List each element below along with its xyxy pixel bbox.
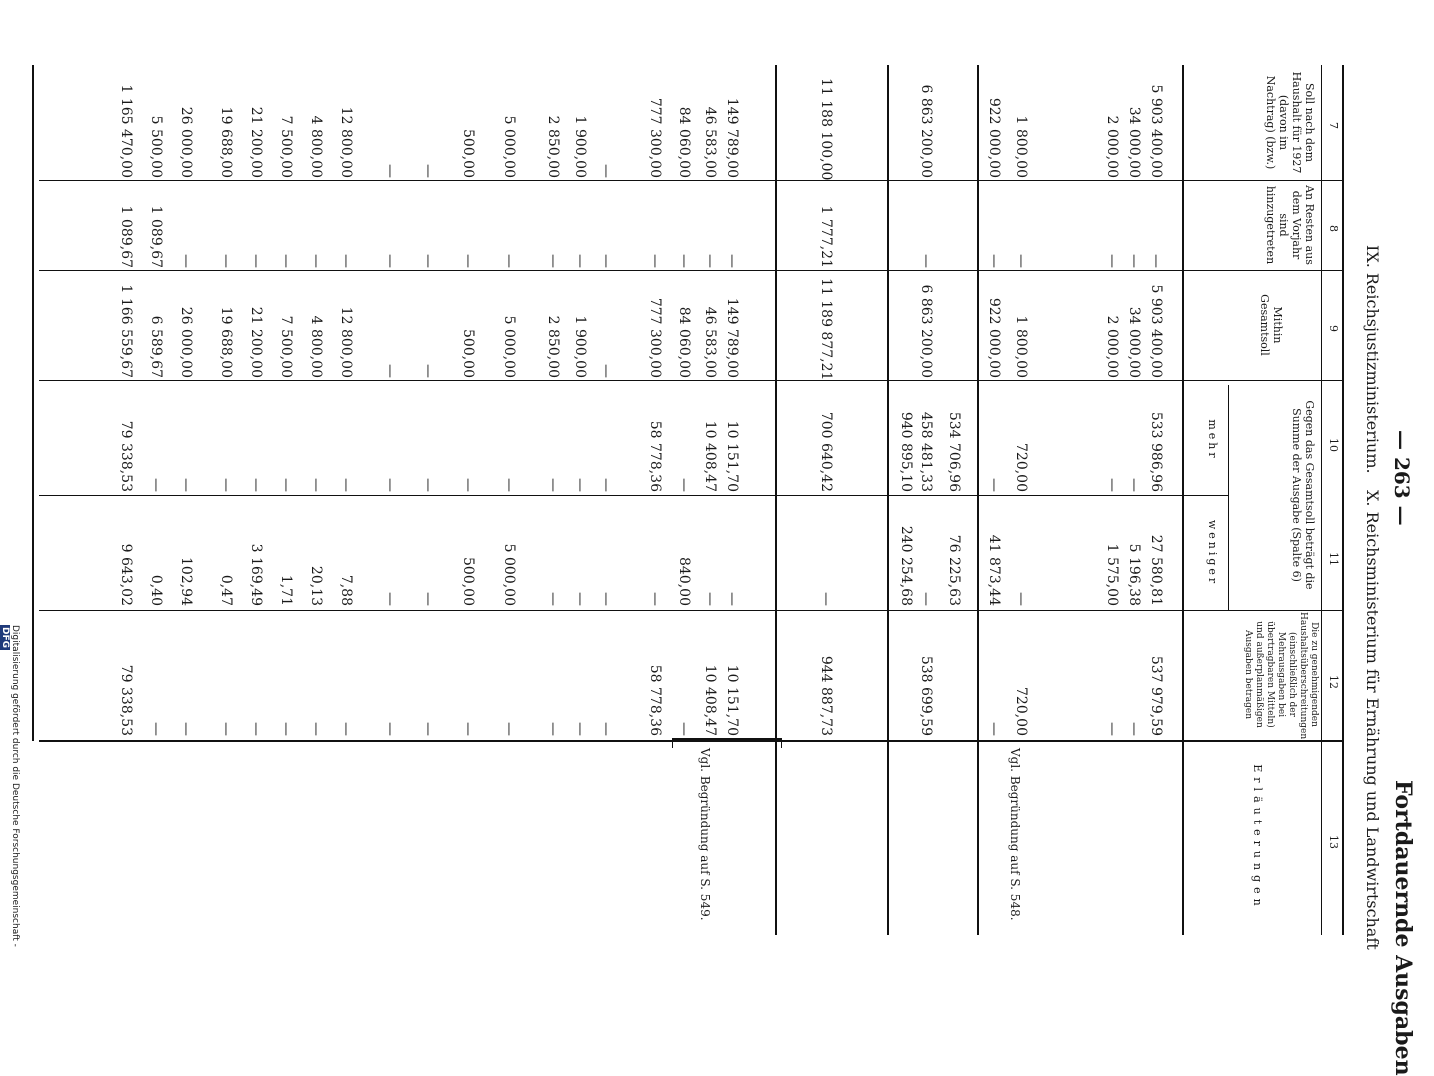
table-cell: — — [918, 592, 934, 606]
footer-text: Digitalisierung gefördert durch die Deutsche Forschungsgemeinschaft - — [10, 625, 20, 947]
table-cell: — — [420, 164, 436, 178]
table-cell: — — [420, 478, 436, 492]
table-cell: — — [545, 592, 561, 606]
table-cell: — — [545, 722, 561, 736]
table-cell: 1,71 — [278, 574, 294, 606]
table-cell: 1 800,00 — [1013, 315, 1029, 378]
table-cell: — — [218, 254, 234, 268]
table-cell: — — [501, 722, 517, 736]
table-cell: — — [420, 254, 436, 268]
table-cell: — — [545, 478, 561, 492]
table-cell: — — [1126, 478, 1142, 492]
table-cell: 534 706,96 — [946, 411, 962, 492]
header-weniger: weniger — [1206, 519, 1219, 587]
table-cell: — — [1148, 254, 1164, 268]
table-cell: — — [338, 478, 354, 492]
table-cell: 20,13 — [308, 565, 324, 606]
table-cell: — — [676, 254, 692, 268]
table-cell: — — [598, 722, 614, 736]
table-cell: — — [572, 478, 588, 492]
table-cell: 84 060,00 — [676, 106, 692, 178]
table-cell: — — [248, 478, 264, 492]
table-cell: 19 688,00 — [218, 106, 234, 178]
table-cell: 34 000,00 — [1126, 306, 1142, 378]
table-cell: 1 900,00 — [572, 315, 588, 378]
table-cell: — — [248, 254, 264, 268]
table-cell: — — [572, 254, 588, 268]
table-cell: 6 589,67 — [148, 315, 164, 378]
table-cell: 76 225,63 — [946, 534, 962, 606]
ministry-heading-right: X. Reichsministerium für Ernährung und Landwirtschaft — [1363, 490, 1382, 950]
section-title: Fortdauernde Ausgaben — [1390, 780, 1416, 1076]
table-cell: 26 000,00 — [178, 306, 194, 378]
table-cell: — — [178, 254, 194, 268]
table-cell: — — [702, 254, 718, 268]
column-number: 9 — [1327, 325, 1340, 332]
table-cell: — — [818, 592, 834, 606]
table-cell: — — [382, 722, 398, 736]
table-cell: — — [598, 164, 614, 178]
table-cell: 58 778,36 — [647, 664, 663, 736]
table-cell: — — [148, 722, 164, 736]
header-soll: Soll nach dem Haushalt für 1927 (davon im Nachtrag) (bzw.) — [1264, 71, 1316, 174]
table-cell: — — [918, 254, 934, 268]
table-cell: — — [598, 592, 614, 606]
table-cell: — — [338, 722, 354, 736]
table-cell: — — [382, 164, 398, 178]
column-number: 10 — [1327, 438, 1340, 452]
table-cell: 10 408,47 — [702, 420, 718, 492]
table-cell: — — [986, 254, 1002, 268]
table-cell: — — [278, 722, 294, 736]
table-cell: — — [308, 722, 324, 736]
table-cell: 3 169,49 — [248, 543, 264, 606]
column-number: 11 — [1327, 552, 1340, 566]
column-number: 12 — [1327, 675, 1340, 689]
table-cell: 79 338,53 — [118, 664, 134, 736]
table-cell: 4 800,00 — [308, 115, 324, 178]
table-cell: 5 196,38 — [1126, 543, 1142, 606]
header-mehr-weniger: Gegen das Gesamtsoll beträgt die Summe der Ausgabe (Spalte 6) — [1290, 400, 1316, 590]
table-cell: — — [572, 592, 588, 606]
table-cell: — — [1104, 254, 1120, 268]
table-cell: — — [724, 254, 740, 268]
table-cell: 84 060,00 — [676, 306, 692, 378]
table-cell: — — [460, 722, 476, 736]
table-cell: 777 300,00 — [647, 297, 663, 378]
digitization-footer — [0, 625, 20, 965]
table-cell: 1 777,21 — [818, 205, 834, 268]
table-cell: 840,00 — [676, 557, 692, 606]
table-cell: 58 778,36 — [647, 420, 663, 492]
table-cell: — — [986, 478, 1002, 492]
table-cell: — — [420, 722, 436, 736]
table-cell: 940 895,10 — [898, 411, 914, 492]
table-cell: — — [676, 722, 692, 736]
table-cell: 720,00 — [1013, 443, 1029, 492]
table-cell: — — [545, 254, 561, 268]
table-cell: 2 850,00 — [545, 315, 561, 378]
table-cell: 240 254,68 — [898, 525, 914, 606]
table-cell: — — [1013, 592, 1029, 606]
table-cell: — — [724, 592, 740, 606]
table-cell: 1 089,67 — [148, 205, 164, 268]
table-cell: 1 165 470,00 — [118, 84, 134, 178]
table-cell: — — [572, 722, 588, 736]
table-cell: 41 873,44 — [986, 534, 1002, 606]
table-cell: — — [1126, 254, 1142, 268]
page-number: — 263 — — [1390, 430, 1414, 526]
table-cell: 1 800,00 — [1013, 115, 1029, 178]
table-cell: 500,00 — [460, 129, 476, 178]
table-cell: — — [647, 592, 663, 606]
table-cell: — — [460, 254, 476, 268]
table-cell: 149 789,00 — [724, 97, 740, 178]
table-cell: — — [598, 254, 614, 268]
table-cell: 6 863 200,00 — [918, 284, 934, 378]
table-cell: 5 000,00 — [501, 543, 517, 606]
table-cell: 777 300,00 — [647, 97, 663, 178]
table-cell: — — [598, 478, 614, 492]
table-cell: 6 863 200,00 — [918, 84, 934, 178]
table-cell: 944 887,73 — [818, 655, 834, 736]
table-cell: — — [308, 254, 324, 268]
table-cell: — — [676, 478, 692, 492]
table-cell: 1 089,67 — [118, 205, 134, 268]
table-cell: — — [178, 478, 194, 492]
table-cell: — — [986, 722, 1002, 736]
table-cell: — — [248, 722, 264, 736]
table-cell: 5 500,00 — [148, 115, 164, 178]
explanation-note-2: Vgl. Begründung auf S. 549. — [698, 748, 712, 921]
table-cell: — — [382, 254, 398, 268]
table-cell: 922 000,00 — [986, 97, 1002, 178]
table-cell: 10 151,70 — [724, 664, 740, 736]
column-number: 8 — [1327, 225, 1340, 232]
table-cell: — — [501, 478, 517, 492]
table-cell: 11 188 100,00 — [818, 78, 834, 181]
table-cell: — — [598, 364, 614, 378]
table-cell: 5 903 400,00 — [1148, 84, 1164, 178]
table-cell: — — [218, 722, 234, 736]
column-number: 13 — [1327, 835, 1340, 849]
table-cell: 0,47 — [218, 574, 234, 606]
table-cell: 34 000,00 — [1126, 106, 1142, 178]
table-cell: — — [1126, 722, 1142, 736]
table-cell: 27 580,81 — [1148, 534, 1164, 606]
table-cell: — — [702, 592, 718, 606]
table-cell: 149 789,00 — [724, 297, 740, 378]
table-cell: — — [278, 254, 294, 268]
table-cell: — — [1104, 722, 1120, 736]
table-cell: 538 699,59 — [918, 655, 934, 736]
table-cell: — — [338, 254, 354, 268]
table-cell: — — [460, 478, 476, 492]
table-cell: — — [1104, 478, 1120, 492]
table-cell: 1 575,00 — [1104, 543, 1120, 606]
table-cell: 458 481,33 — [918, 411, 934, 492]
table-cell: — — [382, 592, 398, 606]
table-cell: 533 986,96 — [1148, 411, 1164, 492]
table-cell: 102,94 — [178, 557, 194, 606]
table-cell: — — [218, 478, 234, 492]
table-cell: 500,00 — [460, 329, 476, 378]
table-cell: 10 408,47 — [702, 664, 718, 736]
table-cell: 7 500,00 — [278, 315, 294, 378]
table-cell: 5 000,00 — [501, 115, 517, 178]
table-cell: 1 166 559,67 — [118, 284, 134, 378]
table-cell: 79 338,53 — [118, 420, 134, 492]
table-cell: — — [308, 478, 324, 492]
table-cell: 700 640,42 — [818, 411, 834, 492]
table-cell: 5 000,00 — [501, 315, 517, 378]
table-cell: 26 000,00 — [178, 106, 194, 178]
table-cell: 21 200,00 — [248, 306, 264, 378]
header-mehr: mehr — [1206, 419, 1219, 461]
table-cell: — — [420, 364, 436, 378]
ministry-heading-left: IX. Reichsjustizministerium. — [1363, 245, 1382, 474]
header-ueberschreitungen: Die zu genehmigenden Haushaltsüberschreitungen (einschließlich der Mehrausgaben bei übertragbaren Mitteln) und außerplanmäßigen Ausgaben betragen — [1243, 612, 1319, 740]
header-reste: An Resten aus dem Vorjahr sind hinzugetreten — [1264, 185, 1316, 265]
table-cell: — — [382, 478, 398, 492]
table-cell: 0,40 — [148, 574, 164, 606]
table-cell: 537 979,59 — [1148, 655, 1164, 736]
table-cell: — — [420, 592, 436, 606]
table-cell: 2 850,00 — [545, 115, 561, 178]
brace-note-2 — [672, 738, 782, 748]
table-cell: 21 200,00 — [248, 106, 264, 178]
table-cell: 46 583,00 — [702, 106, 718, 178]
table-cell: 12 800,00 — [338, 306, 354, 378]
table-cell: 500,00 — [460, 557, 476, 606]
table-cell: 19 688,00 — [218, 306, 234, 378]
table-cell: 2 000,00 — [1104, 315, 1120, 378]
table-cell: 11 189 877,21 — [818, 278, 834, 381]
table-cell: — — [647, 254, 663, 268]
table-cell: 5 903 400,00 — [1148, 284, 1164, 378]
table-cell: — — [382, 364, 398, 378]
table-cell: 922 000,00 — [986, 297, 1002, 378]
table-cell: 1 900,00 — [572, 115, 588, 178]
table-cell: — — [148, 478, 164, 492]
table-cell: 10 151,70 — [724, 420, 740, 492]
explanation-note-1: Vgl. Begründung auf S. 548. — [1008, 748, 1022, 921]
table-cell: 720,00 — [1013, 687, 1029, 736]
table-cell: — — [501, 254, 517, 268]
header-gesamtsoll: Mithin Gesamtsoll — [1258, 294, 1284, 356]
table-cell: 46 583,00 — [702, 306, 718, 378]
table-cell: 12 800,00 — [338, 106, 354, 178]
table-cell: 2 000,00 — [1104, 115, 1120, 178]
table-cell: — — [178, 722, 194, 736]
header-erlaeuterungen: Erläuterungen — [1251, 764, 1264, 911]
dfg-logo: DFG — [0, 627, 10, 649]
table-cell: 4 800,00 — [308, 315, 324, 378]
table-cell: 9 643,02 — [118, 543, 134, 606]
table-cell: 7,88 — [338, 574, 354, 606]
column-number: 7 — [1327, 122, 1340, 129]
table-cell: — — [1013, 254, 1029, 268]
table-cell: 7 500,00 — [278, 115, 294, 178]
table-cell: — — [278, 478, 294, 492]
